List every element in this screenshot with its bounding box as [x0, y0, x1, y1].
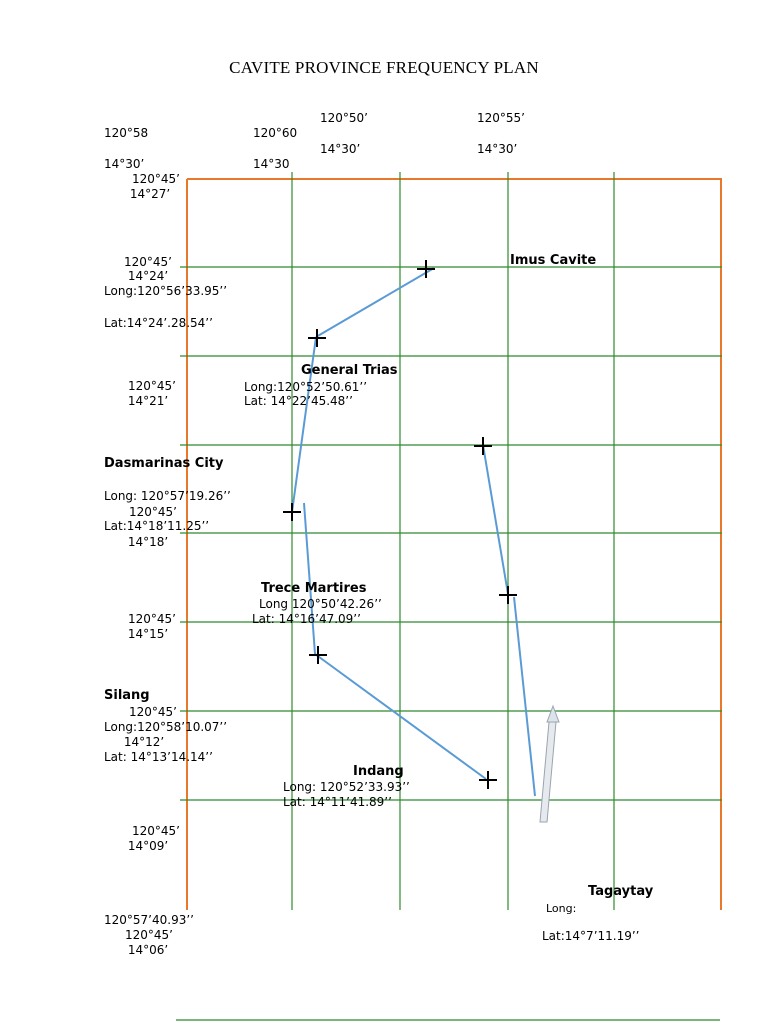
site-silang-long: Long:120°58’10.07’’: [104, 720, 228, 734]
arrow-body: [540, 722, 556, 822]
row-lat-2: 14°24’: [127, 269, 169, 283]
site-trece-martires-lat: Lat: 14°16’47.09’’: [252, 612, 361, 626]
header-lat-a: 14°30’: [104, 157, 145, 171]
header-lat-c: 14°30’: [320, 142, 361, 156]
site-general-trias-long: Long:120°52’50.61’’: [244, 380, 368, 394]
site-tagaytay-lat: Lat:14°7’11.19’’: [542, 929, 640, 943]
site-silang-name: Silang: [104, 688, 150, 703]
link-imus-gentrias: [316, 268, 434, 337]
row-lat-4: 14°18’: [127, 535, 169, 549]
site-silang-lat: Lat: 14°13’14.14’’: [104, 750, 213, 764]
marker-indang-icon: [479, 771, 497, 789]
header-long-c: 120°50’: [320, 111, 368, 125]
site-general-trias-name: General Trias: [301, 363, 398, 378]
header-long-d: 120°55’: [477, 111, 525, 125]
site-indang-lat: Lat: 14°11’41.89’’: [283, 795, 392, 809]
site-tagaytay-name: Tagaytay: [588, 884, 654, 899]
site-imus-long: Long:120°56’33.95’’: [104, 284, 228, 298]
row-lat-7: 14°09’: [127, 839, 169, 853]
header-lat-b: 14°30: [253, 157, 290, 171]
site-trece-martires-name: Trece Martires: [261, 581, 367, 596]
site-tagaytay-long-value: 120°57’40.93’’: [104, 913, 194, 927]
row-lat-3: 14°21’: [127, 394, 169, 408]
row-lat-8: 14°06’: [127, 943, 169, 957]
row-long-2: 120°45’: [124, 255, 172, 269]
site-imus-name: Imus Cavite: [510, 253, 597, 268]
site-indang-long: Long: 120°52’33.93’’: [283, 780, 410, 794]
site-dasmarinas-lat: Lat:14°18’11.25’’: [104, 519, 210, 533]
page-title: CAVITE PROVINCE FREQUENCY PLAN: [229, 58, 539, 77]
row-lat-1: 14°27’: [129, 187, 171, 201]
link-dasma-trece: [304, 503, 315, 654]
row-lat-6: 14°12’: [123, 735, 165, 749]
site-trece-martires-long: Long 120°50’42.26’’: [259, 597, 382, 611]
site-tagaytay-long: Long:: [546, 902, 577, 915]
header-long-a: 120°58: [104, 126, 149, 140]
row-long-3: 120°45’: [128, 379, 176, 393]
marker-east-upper-icon: [474, 437, 492, 455]
row-long-6: 120°45’: [129, 705, 177, 719]
row-long-7: 120°45’: [132, 824, 180, 838]
site-dasmarinas-name: Dasmarinas City: [104, 456, 224, 471]
row-long-4: 120°45’: [129, 505, 177, 519]
row-long-8: 120°45’: [125, 928, 173, 942]
route-lines: [292, 268, 535, 796]
site-indang-name: Indang: [353, 764, 404, 779]
header-lat-d: 14°30’: [477, 142, 518, 156]
row-lat-5: 14°15’: [127, 627, 169, 641]
header-long-b: 120°60: [253, 126, 298, 140]
site-imus-lat: Lat:14°24’.28.54’’: [104, 316, 213, 330]
marker-dasmarinas-icon: [283, 503, 301, 521]
site-dasmarinas-long: Long: 120°57’19.26’’: [104, 489, 231, 503]
link-east-lower: [514, 597, 535, 796]
link-east-upper: [483, 445, 508, 594]
row-long-1: 120°45’: [132, 172, 180, 186]
site-general-trias-lat: Lat: 14°22’45.48’’: [244, 394, 353, 408]
row-long-5: 120°45’: [128, 612, 176, 626]
